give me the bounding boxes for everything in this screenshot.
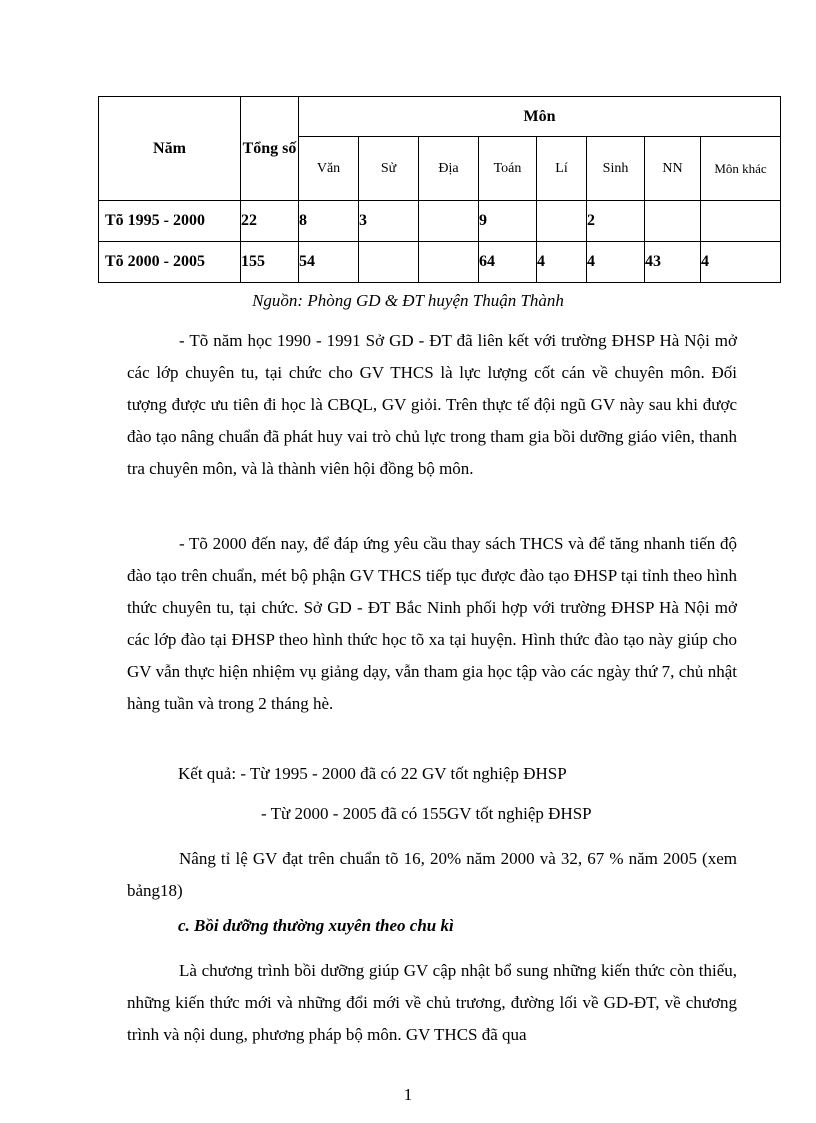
cell — [419, 201, 479, 242]
cell: 43 — [645, 242, 701, 283]
header-total: Tổng số — [241, 97, 299, 201]
table-row — [99, 201, 781, 242]
subject-header: Địa — [419, 137, 479, 201]
table-row — [99, 242, 781, 283]
subject-header: Môn khác — [701, 137, 781, 201]
cell — [537, 201, 587, 242]
cell: 54 — [299, 242, 359, 283]
subject-header: Văn — [299, 137, 359, 201]
teacher-training-table — [98, 96, 781, 283]
subject-header: Lí — [537, 137, 587, 201]
result-line-1: Kết quả: - Từ 1995 - 2000 đã có 22 GV tốt nghiệp ĐHSP — [178, 764, 567, 783]
cell: 8 — [299, 201, 359, 242]
row-year: Tõ 1995 - 2000 — [99, 201, 241, 242]
table-source-note: Nguồn: Phòng GD & ĐT huyện Thuận Thành — [252, 291, 564, 310]
paragraph-4: Là chương trình bồi dưỡng giúp GV cập nhật bổ sung những kiến thức còn thiếu, những kiến thức mới và những đổi mới về chủ trương, đường lối về GD-ĐT, về chương trình và nội dung, phương pháp bộ môn. GV THCS đã qua — [127, 961, 737, 1044]
cell: 4 — [587, 242, 645, 283]
page-number: 1 — [403, 1085, 413, 1104]
subject-header: Toán — [479, 137, 537, 201]
cell: 2 — [587, 201, 645, 242]
result-line-2: - Từ 2000 - 2005 đã có 155GV tốt nghiệp ĐHSP — [261, 804, 592, 823]
paragraph-2: - Tõ 2000 đến nay, để đáp ứng yêu cầu thay sách THCS và để tăng nhanh tiến độ đào tạo trên chuẩn, mét bộ phận GV THCS tiếp tục được đào tạo ĐHSP tại tỉnh theo hình thức chuyên tu, tại chức. Sở GD - ĐT Bắc Ninh phối hợp với trường ĐHSP Hà Nội mở các lớp đào tại ĐHSP theo hình thức học tõ xa tại huyện. Hình thức đào tạo này giúp cho GV vẫn thực hiện nhiệm vụ giảng dạy, vẫn tham gia học tập vào các ngày thứ 7, chủ nhật hàng tuần và trong 2 tháng hè. — [127, 534, 737, 713]
cell — [701, 201, 781, 242]
paragraph-3: Nâng tỉ lệ GV đạt trên chuẩn tõ 16, 20% năm 2000 và 32, 67 % năm 2005 (xem bảng18) — [127, 849, 737, 900]
cell: 9 — [479, 201, 537, 242]
section-heading: c. Bồi dưỡng thường xuyên theo chu kì — [178, 916, 454, 935]
row-year: Tõ 2000 - 2005 — [99, 242, 241, 283]
paragraph-1: - Tõ năm học 1990 - 1991 Sở GD - ĐT đã liên kết với trường ĐHSP Hà Nội mở các lớp chuyên tu, tại chức cho GV THCS là lực lượng cốt cán về chuyên môn. Đối tượng được ưu tiên đi học là CBQL, GV giỏi. Trên thực tế đội ngũ GV này sau khi được đào tạo nâng chuẩn đã phát huy vai trò chủ lực trong tham gia bồi dưỡng giáo viên, thanh tra chuyên môn, và là thành viên hội đồng bộ môn. — [127, 331, 737, 478]
header-year: Năm — [99, 97, 241, 201]
subject-header: Sinh — [587, 137, 645, 201]
subject-header: NN — [645, 137, 701, 201]
cell: 3 — [359, 201, 419, 242]
cell: 64 — [479, 242, 537, 283]
cell: 4 — [701, 242, 781, 283]
cell: 4 — [537, 242, 587, 283]
header-subjects: Môn — [299, 97, 781, 137]
row-total: 155 — [241, 242, 299, 283]
row-total: 22 — [241, 201, 299, 242]
subject-header: Sử — [359, 137, 419, 201]
cell — [419, 242, 479, 283]
cell — [359, 242, 419, 283]
cell — [645, 201, 701, 242]
